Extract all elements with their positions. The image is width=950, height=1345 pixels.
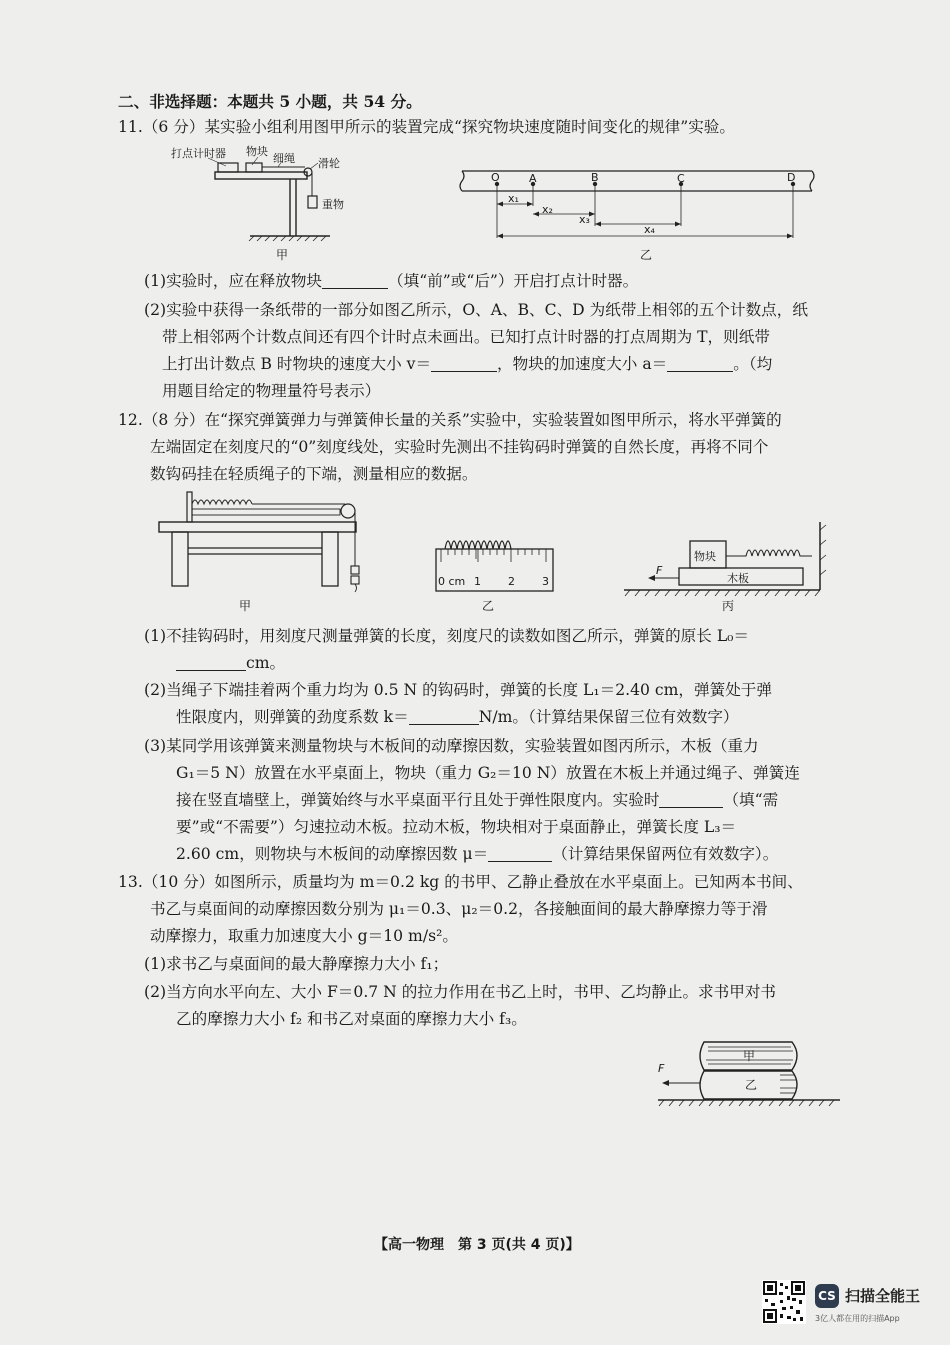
- caption-yi: 乙: [482, 599, 495, 613]
- q12-part1-line1: (1)不挂钩码时，用刻度尺测量弹簧的长度，刻度尺的读数如图乙所示，弹簧的原长 L₀＝: [144, 627, 750, 645]
- ruler-label-3: 3: [542, 575, 549, 588]
- label-force: F: [658, 1062, 665, 1075]
- q12-stem-line3: 数钩码挂在轻质绳子的下端，测量相应的数据。: [150, 465, 478, 483]
- dim-x3: x₃: [579, 213, 590, 226]
- label-board: 木板: [727, 572, 749, 585]
- dim-x4: x₄: [644, 223, 655, 236]
- label-force: F: [656, 564, 663, 577]
- q13-stem-line3: 动摩擦力，取重力加速度大小 g＝10 m/s²。: [150, 927, 458, 945]
- ruler-label-0: 0 cm: [438, 575, 466, 588]
- label-book-jia: 甲: [743, 1049, 756, 1063]
- q13-part1: (1)求书乙与桌面间的最大静摩擦力大小 f₁；: [144, 955, 449, 973]
- q12-part3-line2: G₁＝5 N）放置在水平桌面上，物块（重力 G₂＝10 N）放置在木板上并通过绳子、弹簧连: [176, 764, 800, 782]
- scanner-tagline: 3亿人都在用的扫描App: [815, 1314, 900, 1323]
- label-book-yi: 乙: [745, 1078, 758, 1092]
- q11-part2-line4: 用题目给定的物理量符号表示）: [162, 382, 381, 400]
- ruler-label-1: 1: [474, 575, 481, 588]
- q13-part2-line1: (2)当方向水平向左、大小 F＝0.7 N 的拉力作用在书乙上时，书甲、乙均静止。求书甲对书: [144, 983, 777, 1001]
- scanner-app-name: 扫描全能王: [845, 1287, 921, 1305]
- q11-part2-line3: 上打出计数点 B 时物块的速度大小 v＝ ，物块的加速度大小 a＝ 。（均: [162, 355, 773, 373]
- caption-jia: 甲: [239, 599, 252, 613]
- q12-stem-line1: 12.（8 分）在“探究弹簧弹力与弹簧伸长量的关系”实验中，实验装置如图甲所示，将水平弹簧的: [118, 411, 782, 429]
- caption-jia: 甲: [276, 248, 289, 262]
- section-header: 二、非选择题：本题共 5 小题，共 54 分。: [118, 92, 422, 111]
- caption-bing: 丙: [722, 599, 735, 613]
- tape-label-d: D: [787, 171, 796, 184]
- q12-part2-line2: 性限度内，则弹簧的劲度系数 k＝ N/m。（计算结果保留三位有效数字）: [176, 708, 739, 726]
- q13-stem-line2: 书乙与桌面间的动摩擦因数分别为 μ₁＝0.3、μ₂＝0.2，各接触面间的最大静摩擦力等于滑: [150, 900, 768, 918]
- label-pulley: 滑轮: [318, 157, 340, 170]
- qr-code-icon: [762, 1280, 806, 1324]
- q12-part3-line3: 接在竖直墙壁上，弹簧始终与水平桌面平行且处于弹性限度内。实验时 （填“需: [176, 791, 779, 809]
- q12-stem-line2: 左端固定在刻度尺的“0”刻度线处，实验时先测出不挂钩码时弹簧的自然长度，再将不同个: [150, 438, 769, 456]
- q11-part2-line2: 带上相邻两个计数点间还有四个计时点未画出。已知打点计时器的打点周期为 T，则纸带: [162, 328, 770, 346]
- q12-part3-line5: 2.60 cm，则物块与木板间的动摩擦因数 μ＝ （计算结果保留两位有效数字）。: [176, 845, 779, 863]
- q12-part3-line1: (3)某同学用该弹簧来测量物块与木板间的动摩擦因数，实验装置如图丙所示，木板（重力: [144, 737, 759, 755]
- label-block: 物块: [246, 145, 268, 158]
- q12-part3-line4: 要”或“不需要”）匀速拉动木板。拉动木板，物块相对于桌面静止，弹簧长度 L₃＝: [176, 818, 737, 836]
- dim-x1: x₁: [508, 192, 519, 205]
- q12-part1-line2: cm。: [176, 652, 285, 674]
- dim-x2: x₂: [542, 203, 553, 216]
- tape-label-a: A: [529, 172, 537, 185]
- caption-yi: 乙: [640, 248, 653, 262]
- q13-part2-line2: 乙的摩擦力大小 f₂ 和书乙对桌面的摩擦力大小 f₃。: [176, 1010, 527, 1028]
- label-weight: 重物: [322, 198, 344, 211]
- label-block: 物块: [694, 550, 716, 563]
- tape-label-o: O: [491, 171, 500, 184]
- label-rope: 细绳: [273, 152, 295, 165]
- ruler-label-2: 2: [508, 575, 515, 588]
- tape-label-b: B: [591, 171, 599, 184]
- label-timer: 打点计时器: [171, 147, 226, 160]
- q11-part2-line1: (2)实验中获得一条纸带的一部分如图乙所示，O、A、B、C、D 为纸带上相邻的五个计数点，纸: [144, 301, 808, 319]
- cs-logo-icon: CS: [815, 1284, 839, 1308]
- page-footer: 【高一物理 第 3 页(共 4 页)】: [374, 1237, 580, 1253]
- q12-part2-line1: (2)当绳子下端挂着两个重力均为 0.5 N 的钩码时，弹簧的长度 L₁＝2.40 cm，弹簧处于弹: [144, 681, 772, 699]
- q11-stem: 11.（6 分）某实验小组利用图甲所示的装置完成“探究物块速度随时间变化的规律”实验。: [118, 118, 735, 136]
- tape-label-c: C: [677, 172, 685, 185]
- q13-stem-line1: 13.（10 分）如图所示，质量均为 m＝0.2 kg 的书甲、乙静止叠放在水平桌面上。已知两本书间、: [118, 873, 803, 891]
- q11-part1: (1)实验时，应在释放物块 （填“前”或“后”）开启打点计时器。: [144, 272, 639, 290]
